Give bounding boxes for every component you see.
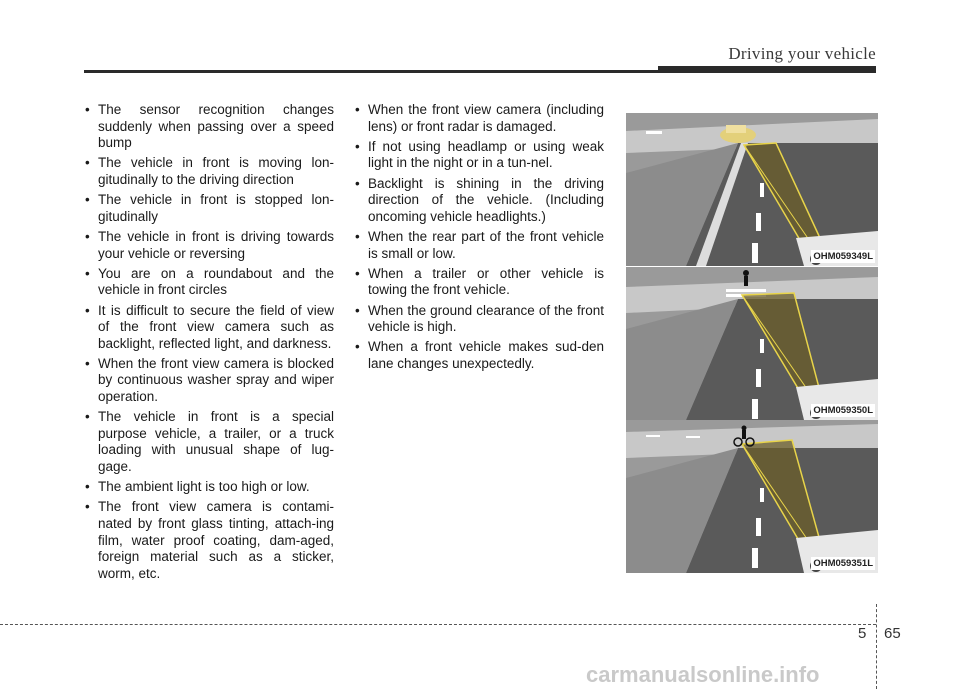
footer-vertical-rule: [876, 604, 877, 689]
header-rule-accent: [658, 66, 876, 73]
middle-bullet-list: [354, 102, 604, 372]
figure-illustration: [626, 267, 878, 420]
watermark: carmanualsonline.info: [586, 662, 820, 687]
list-item: • Backlight is shining in the driving direction of the vehicle. (Including oncoming vehicle headlights.): [354, 176, 604, 226]
figure-label: OHM059350L: [813, 405, 873, 416]
list-item: • You are on a roundabout and the vehicle in front circles: [84, 266, 334, 299]
list-item: • It is difficult to secure the field of view of the front view camera such as backlight, reflected light, and darkness.: [84, 303, 334, 353]
list-item: • The vehicle in front is a special purpose vehicle, a trailer, or a truck loading with unusual shape of lug-gage.: [84, 409, 334, 475]
figure-illustration: [626, 420, 878, 573]
middle-column: [354, 102, 604, 376]
footer-rule: [0, 624, 876, 625]
list-item: • The vehicle in front is moving lon-gitudinally to the driving direction: [84, 155, 334, 188]
figure-label: OHM059351L: [813, 558, 873, 569]
left-column: [84, 102, 334, 586]
chapter-number: 5: [858, 625, 867, 642]
list-item: • When the front view camera (including lens) or front radar is damaged.: [354, 102, 604, 135]
list-item: • The vehicle in front is driving towards your vehicle or reversing: [84, 229, 334, 262]
page-number: 65: [884, 625, 901, 642]
list-item: • When a trailer or other vehicle is towing the front vehicle.: [354, 266, 604, 299]
figure-cyclist-detection: [626, 420, 878, 573]
figure-illustration: [626, 113, 878, 266]
page-header-title: Driving your vehicle: [728, 44, 876, 63]
figure-label: OHM059349L: [813, 251, 873, 262]
list-item: • If not using headlamp or using weak light in the night or in a tun-nel.: [354, 139, 604, 172]
list-item: • The front view camera is contami-nated by front glass tinting, attach-ing film, water proof coating, dam-aged, foreign material such as a sticker, worm, etc.: [84, 499, 334, 582]
list-item: • When the front view camera is blocked by continuous washer spray and wiper operation.: [84, 356, 334, 406]
list-item: • When the rear part of the front vehicle is small or low.: [354, 229, 604, 262]
list-item: • When a front vehicle makes sud-den lane changes unexpectedly.: [354, 339, 604, 372]
list-item: • The vehicle in front is stopped lon-gitudinally: [84, 192, 334, 225]
left-bullet-list: [84, 102, 334, 582]
figure-pedestrian-detection: [626, 267, 878, 420]
list-item: • The ambient light is too high or low.: [84, 479, 334, 496]
list-item: • When the ground clearance of the front vehicle is high.: [354, 303, 604, 336]
list-item: • The sensor recognition changes suddenly when passing over a speed bump: [84, 102, 334, 152]
figure-car-detection: [626, 113, 878, 266]
